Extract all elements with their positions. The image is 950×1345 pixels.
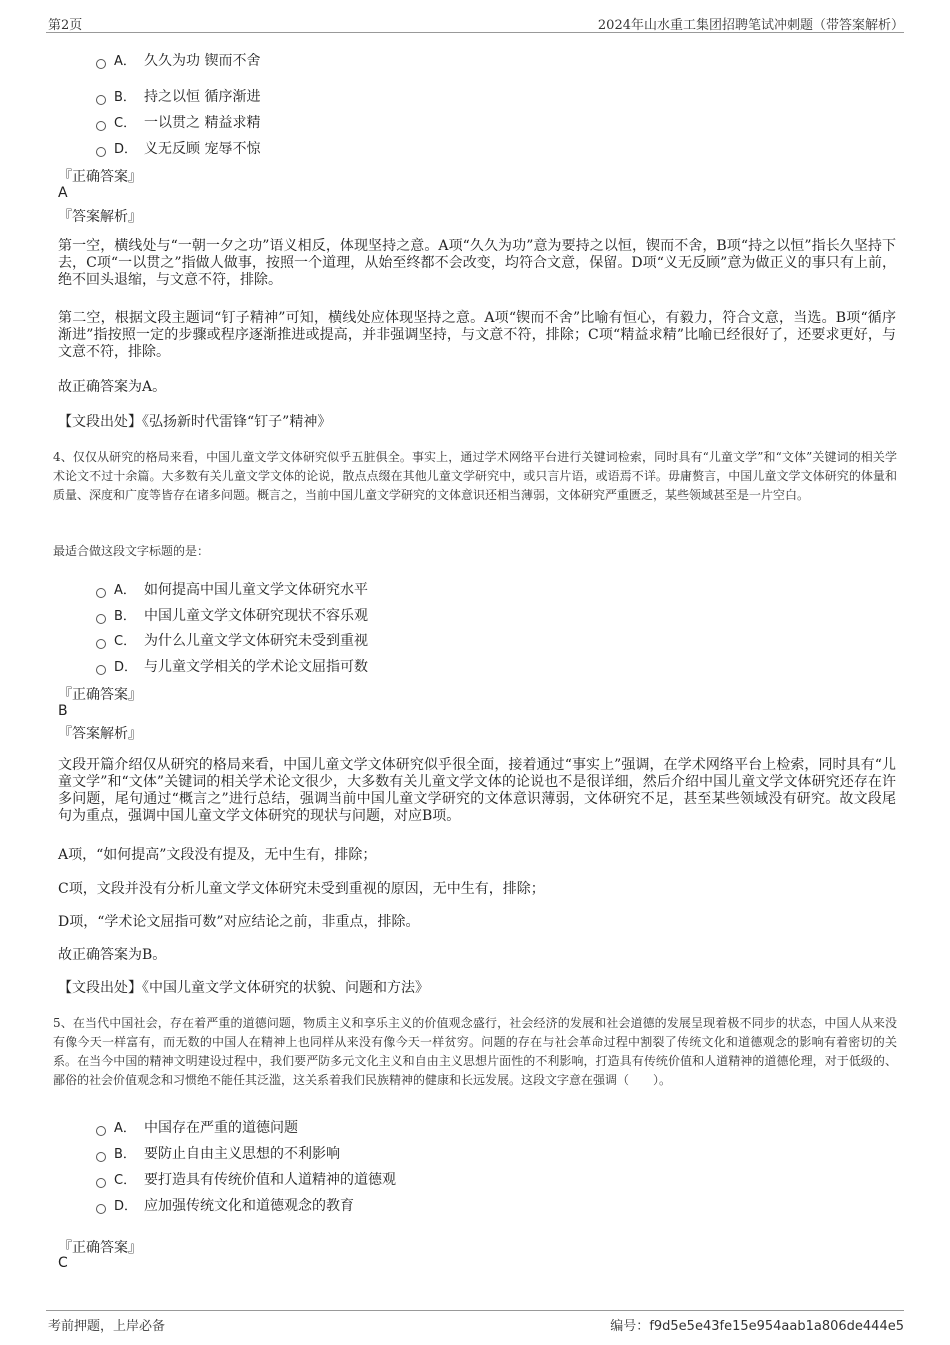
q4-analysis-option-a: A项，“如何提高”文段没有提及，无中生有，排除； (58, 847, 377, 863)
q5-option-a[interactable]: A． 中国存在严重的道德问题 (96, 1117, 298, 1137)
radio-icon[interactable] (96, 639, 106, 649)
q4-analysis-conclusion: 故正确答案为B。 (58, 947, 167, 963)
radio-icon[interactable] (96, 665, 106, 675)
q4-analysis-option-c: C项，文段并没有分析儿童文学文体研究未受到重视的原因，无中生有，排除； (58, 881, 545, 897)
q3-source: 【文段出处】《弘扬新时代雷锋“钉子”精神》 (58, 414, 332, 430)
page-header (46, 12, 904, 33)
q4-answer-label: 『正确答案』 (58, 687, 142, 703)
q3-option-b[interactable]: B． 持之以恒 循序渐进 (96, 86, 260, 106)
q4-option-c[interactable]: C． 为什么儿童文学文体研究未受到重视 (96, 630, 368, 650)
q3-answer-label: 『正确答案』 (58, 169, 142, 185)
q3-option-a[interactable]: A． 久久为功 锲而不舍 (96, 50, 260, 70)
radio-icon[interactable] (96, 614, 106, 624)
q5-option-b[interactable]: B． 要防止自由主义思想的不利影响 (96, 1143, 340, 1163)
q5-option-c[interactable]: C． 要打造具有传统价值和人道精神的道德观 (96, 1169, 396, 1189)
document-title: 2024年山水重工集团招聘笔试冲刺题（带答案解析） (597, 18, 904, 33)
q3-option-d[interactable]: D． 义无反顾 宠辱不惊 (96, 138, 260, 158)
radio-icon[interactable] (96, 588, 106, 598)
radio-icon[interactable] (96, 1178, 106, 1188)
q3-answer: A (58, 185, 68, 201)
q3-analysis-label: 『答案解析』 (58, 209, 142, 225)
radio-icon[interactable] (96, 147, 106, 157)
radio-icon[interactable] (96, 1152, 106, 1162)
q5-stem: 5、在当代中国社会，存在着严重的道德问题，物质主义和享乐主义的价值观念盛行，社会经济的发展和社会道德的发展呈现着极不同步的状态，中国人从来没有像今天一样富有，而无数的中国人在精神上也同样从来没有像今天一样贫穷。问题的存在与社会革命过程中割裂了传统文化和道德观念的影响有着密切的关系。在当今中国的精神文明建设过程中，我们要严防多元文化主义和自由主义思想片面性的不利影响，打造具有传统价值和人道精神的道德伦理，对于低级的、鄙俗的社会价值观念和习惯绝不能任其泛滥，这关系着我们民族精神的健康和长远发展。这段文字意在强调（ ）。 (53, 1016, 897, 1087)
q4-option-d[interactable]: D． 与儿童文学相关的学术论文屈指可数 (96, 656, 368, 676)
q4-source: 【文段出处】《中国儿童文学文体研究的状貌、问题和方法》 (58, 980, 429, 996)
page-number: 第2页 (48, 18, 83, 33)
radio-icon[interactable] (96, 59, 106, 69)
page-footer (46, 1310, 904, 1333)
q3-analysis-paragraph: 第二空，根据文段主题词“钉子精神”可知，横线处应体现坚持之意。A项“锲而不舍”比喻有恒心，有毅力，符合文意，当选。B项“循序渐进”指按照一定的步骤或程序逐渐推进或提高，并非强调坚持，与文意不符，排除；C项“精益求精”比喻已经很好了，还要求更好，与文意不符，排除。 (58, 310, 896, 360)
radio-icon[interactable] (96, 1204, 106, 1214)
q4-analysis-option-d: D项，“学术论文屈指可数”对应结论之前，非重点，排除。 (58, 914, 420, 930)
q5-option-d[interactable]: D． 应加强传统文化和道德观念的教育 (96, 1195, 354, 1215)
radio-icon[interactable] (96, 121, 106, 131)
radio-icon[interactable] (96, 1126, 106, 1136)
q4-stem: 4、仅仅从研究的格局来看，中国儿童文学文体研究似乎五脏俱全。事实上，通过学术网络平台进行关键词检索，同时具有“儿童文学”和“文体”关键词的相关学术论文不过十余篇。大多数有关儿童文学文体的论说，散点点缀在其他儿童文学研究中，或只言片语，或语焉不详。毋庸赘言，中国儿童文学文体研究的体量和质量、深度和广度等皆存在诸多问题。概言之，当前中国儿童文学研究的文体意识还相当薄弱，文体研究严重匮乏，某些领域甚至是一片空白。 (53, 450, 897, 502)
q4-analysis-label: 『答案解析』 (58, 726, 142, 742)
q3-analysis-conclusion: 故正确答案为A。 (58, 379, 167, 395)
q4-option-a[interactable]: A． 如何提高中国儿童文学文体研究水平 (96, 579, 368, 599)
q5-answer-label: 『正确答案』 (58, 1240, 142, 1256)
q3-option-c[interactable]: C． 一以贯之 精益求精 (96, 112, 260, 132)
radio-icon[interactable] (96, 95, 106, 105)
footer-slogan: 考前押题，上岸必备 (48, 1319, 166, 1334)
q4-answer: B (58, 703, 68, 719)
q4-analysis-paragraph: 文段开篇介绍仅从研究的格局来看，中国儿童文学文体研究似乎很全面，接着通过“事实上”强调，在学术网络平台上检索，同时具有“儿童文学”和“文体”关键词的相关学术论文很少，大多数有关儿童文学文体的论说也不是很详细，然后介绍中国儿童文学文体研究还存在许多问题，尾句通过“概言之”进行总结，强调当前中国儿童文学研究的文体意识薄弱，文体研究不足，甚至某些领域没有研究。故文段尾句为重点，强调中国儿童文学文体研究的现状与问题，对应B项。 (58, 757, 896, 824)
q3-analysis-paragraph: 第一空，横线处与“一朝一夕之功”语义相反，体现坚持之意。A项“久久为功”意为要持之以恒，锲而不舍，B项“持之以恒”指长久坚持下去，C项“一以贯之”指做人做事，按照一个道理，从始至终都不会改变，均符合文意，保留。D项“义无反顾”意为做正义的事只有上前，绝不回头退缩，与文意不符，排除。 (58, 238, 896, 288)
q4-option-b[interactable]: B． 中国儿童文学文体研究现状不容乐观 (96, 605, 368, 625)
q5-answer: C (58, 1255, 68, 1271)
q4-question: 最适合做这段文字标题的是： (53, 544, 210, 558)
document-code: 编号：f9d5e5e43fe15e954aab1a806de444e5 (610, 1319, 904, 1334)
